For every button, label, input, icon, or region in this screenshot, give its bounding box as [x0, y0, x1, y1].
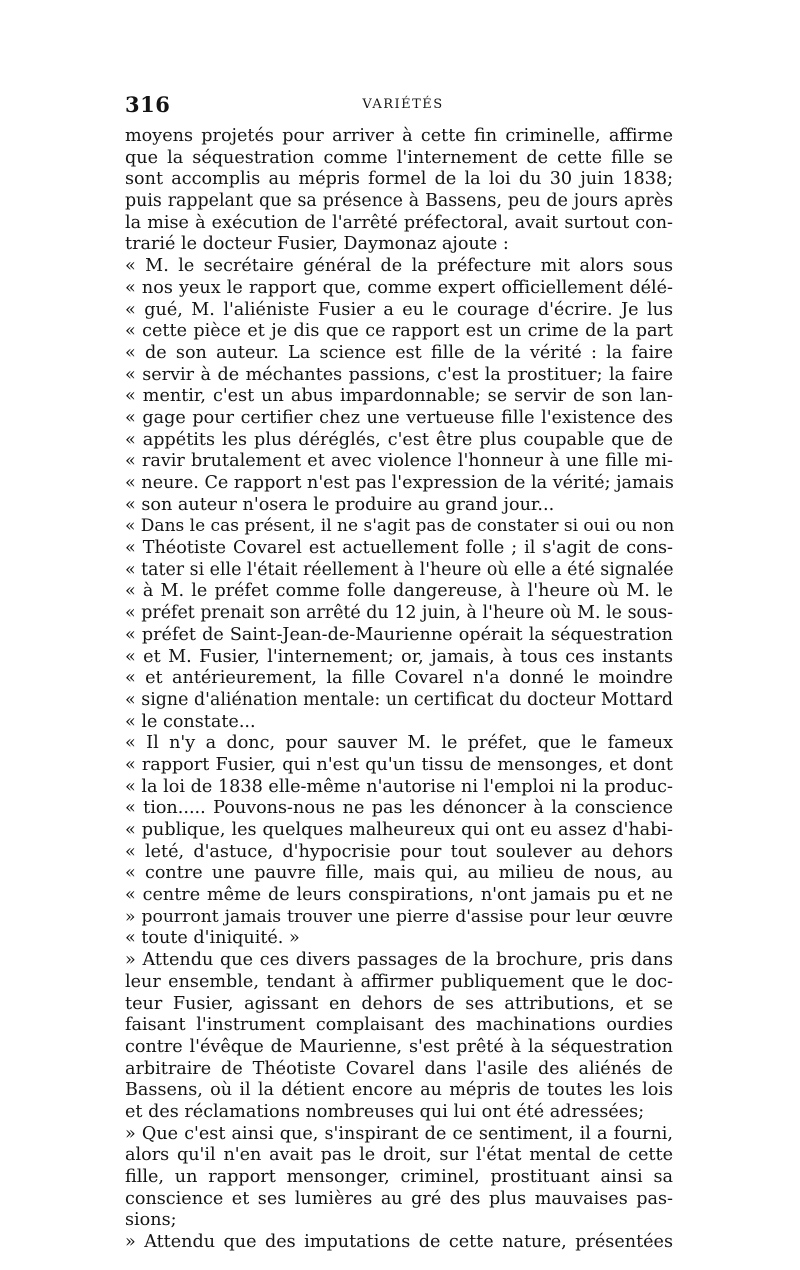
text-line: et des réclamations nombreuses qui lui ont été adressées;: [125, 1101, 645, 1122]
text-line: « appétits les plus déréglés, c'est être plus coupable que de: [125, 429, 673, 450]
text-line: « et M. Fusier, l'internement; or, jamais, à tous ces instants: [125, 646, 673, 667]
text-line: « le constate...: [125, 711, 256, 732]
text-line: « Il n'y a donc, pour sauver M. le préfet, que le fameux: [125, 733, 673, 754]
text-line: sions;: [125, 1210, 177, 1231]
text-line: « la loi de 1838 elle-même n'autorise ni l'emploi ni la produc-: [125, 776, 673, 797]
text-line: « Dans le cas présent, il ne s'agit pas de constater si oui ou non: [125, 516, 675, 537]
section-title: VARIÉTÉS: [362, 97, 444, 112]
text-line: puis rappelant que sa présence à Bassens, peu de jours après: [125, 191, 673, 212]
text-line: « tater si elle l'était réellement à l'heure où elle a été signalée: [125, 559, 674, 580]
text-line: conscience et ses lumières au gré des plus mauvaises pas-: [125, 1188, 673, 1209]
text-line: « servir à de méchantes passions, c'est la prostituer; la faire: [125, 364, 673, 385]
text-line: » Que c'est ainsi que, s'inspirant de ce sentiment, il a fourni,: [125, 1123, 673, 1144]
text-line: sont accomplis au mépris formel de la loi du 30 juin 1838;: [125, 169, 673, 190]
text-line: « gué, M. l'aliéniste Fusier a eu le courage d'écrire. Je lus: [125, 299, 673, 320]
text-line: que la séquestration comme l'internement de cette fille se: [125, 147, 673, 168]
text-line: « mentir, c'est un abus impardonnable; se servir de son lan-: [125, 386, 673, 407]
text-line: teur Fusier, agissant en dehors de ses attributions, et se: [125, 993, 673, 1014]
text-line: « toute d'iniquité. »: [125, 928, 300, 949]
text-line: faisant l'instrument complaisant des machinations ourdies: [125, 1015, 673, 1036]
text-line: « rapport Fusier, qui n'est qu'un tissu de mensonges, et dont: [125, 754, 673, 775]
text-line: arbitraire de Théotiste Covarel dans l'asile des aliénés de: [125, 1058, 673, 1079]
text-line: moyens projetés pour arriver à cette fin criminelle, affirme: [125, 126, 673, 146]
text-line: « tion..... Pouvons-nous ne pas les dénoncer à la conscience: [125, 798, 673, 819]
text-line: « contre une pauvre fille, mais qui, au milieu de nous, au: [125, 863, 673, 884]
text-line: « et antérieurement, la fille Covarel n'a donné le moindre: [125, 668, 673, 689]
text-line: « préfet prenait son arrêté du 12 juin, à l'heure où M. le sous-: [125, 603, 673, 624]
text-line: « son auteur n'osera le produire au grand jour...: [125, 494, 555, 515]
text-line: « à M. le préfet comme folle dangereuse, à l'heure où M. le: [125, 581, 673, 602]
text-line: « neure. Ce rapport n'est pas l'expression de la vérité; jamais: [125, 473, 674, 493]
text-line: trarié le docteur Fusier, Daymonaz ajoute :: [125, 234, 509, 255]
text-line: « signe d'aliénation mentale: un certificat du docteur Mottard: [125, 689, 673, 710]
text-line: leur ensemble, tendant à affirmer publiquement que le doc-: [125, 971, 673, 992]
text-line: « Théotiste Covarel est actuellement folle ; il s'agit de cons-: [125, 538, 673, 559]
text-line: » Attendu que des imputations de cette nature, présentées: [125, 1232, 673, 1253]
text-line: « centre même de leurs conspirations, n'ont jamais pu et ne: [125, 885, 673, 906]
running-head: [125, 92, 673, 118]
text-line: « gage pour certifier chez une vertueuse fille l'existence des: [125, 407, 673, 428]
text-line: contre l'évêque de Maurienne, s'est prêté à la séquestration: [125, 1036, 673, 1057]
text-line: « ravir brutalement et avec violence l'honneur à une fille mi-: [125, 451, 673, 472]
text-line: alors qu'il n'en avait pas le droit, sur l'état mental de cette: [125, 1145, 673, 1166]
text-line: » Attendu que ces divers passages de la brochure, pris dans: [125, 950, 673, 971]
text-line: fille, un rapport mensonger, criminel, prostituant ainsi sa: [125, 1167, 673, 1187]
text-line: Bassens, où il la détient encore au mépris de toutes les lois: [125, 1080, 673, 1101]
text-line: « leté, d'astuce, d'hypocrisie pour tout soulever au dehors: [125, 841, 673, 862]
text-line: « publique, les quelques malheureux qui ont eu assez d'habi-: [125, 820, 673, 840]
text-line: » pourront jamais trouver une pierre d'assise pour leur œuvre: [125, 906, 673, 927]
text-line: « cette pièce et je dis que ce rapport est un crime de la part: [125, 321, 673, 342]
page-number: 316: [125, 92, 171, 117]
text-line: « de son auteur. La science est fille de la vérité : la faire: [125, 342, 673, 363]
text-line: « nos yeux le rapport que, comme expert officiellement délé-: [125, 277, 673, 298]
text-line: « M. le secrétaire général de la préfecture mit alors sous: [125, 256, 673, 277]
text-line: « préfet de Saint-Jean-de-Maurienne opérait la séquestration: [125, 624, 673, 645]
text-line: la mise à exécution de l'arrêté préfectoral, avait surtout con-: [125, 212, 673, 233]
body-text: [125, 126, 673, 1254]
